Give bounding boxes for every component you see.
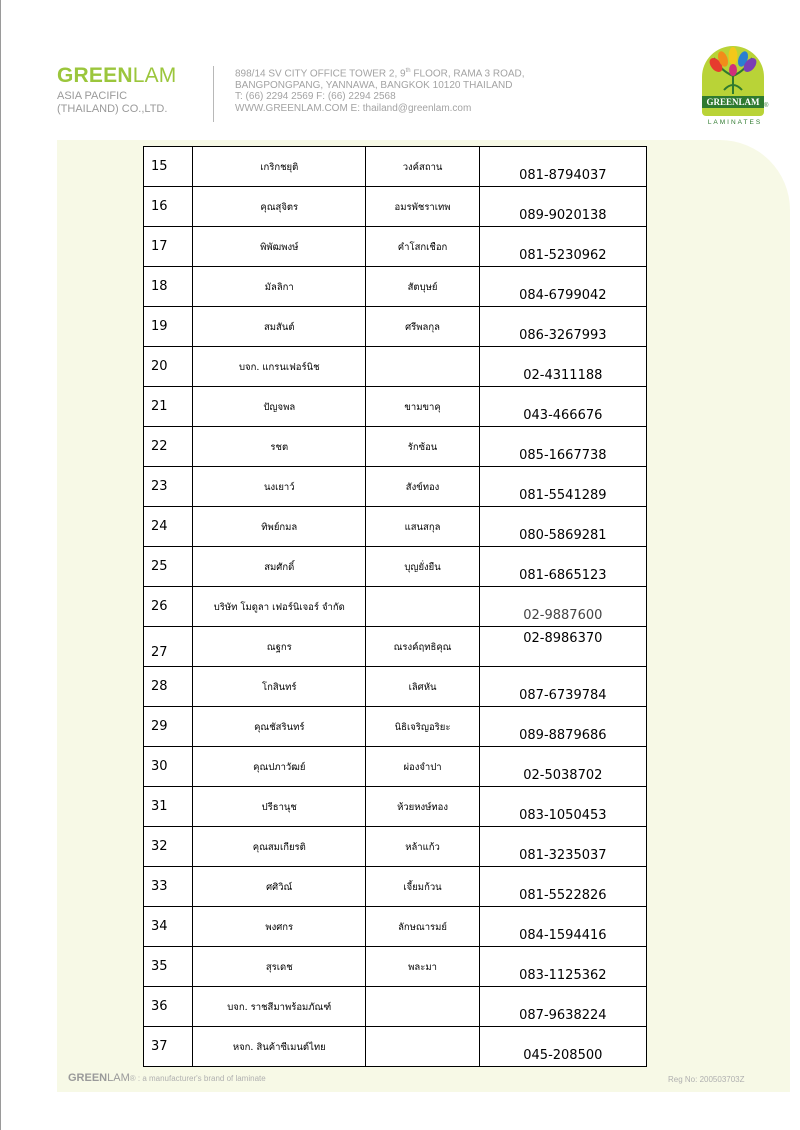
logo-registered-mark: ® xyxy=(764,103,769,109)
first-name-cell-text: ปรีธานุช xyxy=(261,802,297,813)
first-name-cell xyxy=(193,907,366,947)
first-name-cell xyxy=(193,547,366,587)
last-name-cell-text: ลักษณารมย์ xyxy=(398,922,447,933)
company-subtitle-line2: (THAILAND) CO.,LTD. xyxy=(57,103,168,115)
contact-table xyxy=(143,146,647,1067)
phone-cell xyxy=(479,547,646,587)
phone-cell xyxy=(479,587,646,627)
row-number-text: 15 xyxy=(151,159,168,174)
phone-cell-text: 083-1125362 xyxy=(519,968,607,983)
last-name-cell-text: สังข์ทอง xyxy=(405,482,440,493)
first-name-cell xyxy=(193,507,366,547)
first-name-cell-text: บจก. แกรนเฟอร์นิช xyxy=(238,362,320,373)
table-row xyxy=(144,867,647,907)
row-number-text: 17 xyxy=(151,239,168,254)
row-number-text: 22 xyxy=(151,439,168,454)
last-name-cell xyxy=(366,187,479,227)
last-name-cell-text: ศรีพลกุล xyxy=(405,322,440,333)
row-number xyxy=(144,267,193,307)
first-name-cell xyxy=(193,427,366,467)
phone-cell-text: 081-6865123 xyxy=(519,568,607,583)
first-name-cell xyxy=(193,587,366,627)
footer-brand-light: LAM xyxy=(107,1072,130,1084)
table-row xyxy=(144,587,647,627)
last-name-cell xyxy=(366,947,479,987)
last-name-cell xyxy=(366,547,479,587)
first-name-cell-text: บริษัท โมดูลา เฟอร์นิเจอร์ จำกัด xyxy=(213,602,345,613)
last-name-cell xyxy=(366,1027,479,1067)
phone-cell xyxy=(479,507,646,547)
first-name-cell xyxy=(193,187,366,227)
last-name-cell xyxy=(366,387,479,427)
phone-cell xyxy=(479,907,646,947)
first-name-cell-text: ศศิวิณ์ xyxy=(266,882,293,893)
brand-name xyxy=(57,64,176,88)
first-name-cell-text: มัลลิกา xyxy=(264,282,294,293)
first-name-cell-text: คุณสมเกียรติ xyxy=(252,842,306,853)
phone-cell xyxy=(479,267,646,307)
last-name-cell-text: ห้วยหงษ์ทอง xyxy=(397,802,449,813)
first-name-cell-text: นงเยาว์ xyxy=(263,482,295,493)
table-row xyxy=(144,547,647,587)
phone-cell-text: 02-4311188 xyxy=(523,368,603,383)
row-number xyxy=(144,387,193,427)
row-number-text: 16 xyxy=(151,199,168,214)
table-row xyxy=(144,987,647,1027)
logo-tagline: LAMINATES xyxy=(707,119,763,126)
first-name-cell-text: พิพัฒพงษ์ xyxy=(260,242,299,253)
row-number-text: 19 xyxy=(151,319,168,334)
last-name-cell xyxy=(366,507,479,547)
first-name-cell xyxy=(193,347,366,387)
phone-cell-text: 089-8879686 xyxy=(519,728,607,743)
table-row xyxy=(144,187,647,227)
address-line4: WWW.GREENLAM.COM E: thailand@greenlam.com xyxy=(235,102,472,114)
phone-cell xyxy=(479,787,646,827)
table-row xyxy=(144,747,647,787)
table-row xyxy=(144,507,647,547)
row-number xyxy=(144,227,193,267)
last-name-cell-text: ขามขาคุ xyxy=(404,402,441,413)
first-name-cell xyxy=(193,267,366,307)
row-number xyxy=(144,747,193,787)
table-row xyxy=(144,147,647,187)
logo-flower-icon xyxy=(702,46,764,98)
first-name-cell-text: สุรเดช xyxy=(265,962,293,973)
first-name-cell-text: ทิพย์กมล xyxy=(261,522,298,533)
row-number-text: 18 xyxy=(151,279,168,294)
table-row xyxy=(144,307,647,347)
row-number-text: 25 xyxy=(151,559,168,574)
last-name-cell-text: อมรพัชราเทพ xyxy=(394,202,451,213)
first-name-cell xyxy=(193,1027,366,1067)
footer-brand-bold: GREEN xyxy=(68,1072,108,1084)
phone-cell-text: 081-5522826 xyxy=(519,888,607,903)
phone-cell-text: 085-1667738 xyxy=(519,448,607,463)
company-brand xyxy=(57,64,176,116)
phone-cell xyxy=(479,1027,646,1067)
first-name-cell-text: สมสันต์ xyxy=(264,322,295,333)
phone-cell xyxy=(479,707,646,747)
brand-name-light: LAM xyxy=(132,64,177,87)
last-name-cell xyxy=(366,787,479,827)
last-name-cell-text: ณรงค์ฤทธิคุณ xyxy=(393,642,452,653)
table-row xyxy=(144,427,647,467)
phone-cell-text: 081-3235037 xyxy=(519,848,607,863)
row-number xyxy=(144,947,193,987)
row-number xyxy=(144,987,193,1027)
table-row xyxy=(144,347,647,387)
phone-cell xyxy=(479,467,646,507)
phone-cell-text: 080-5869281 xyxy=(519,528,607,543)
left-margin-rule xyxy=(0,0,1,1130)
row-number-text: 34 xyxy=(151,919,168,934)
phone-cell-text: 045-208500 xyxy=(523,1048,603,1063)
row-number-text: 36 xyxy=(151,999,168,1014)
phone-cell xyxy=(479,667,646,707)
row-number-text: 29 xyxy=(151,719,168,734)
table-row xyxy=(144,467,647,507)
row-number-text: 32 xyxy=(151,839,168,854)
row-number-text: 33 xyxy=(151,879,168,894)
registration-number: Reg No: 200503703Z xyxy=(668,1075,745,1084)
first-name-cell-text: บจก. ราชสีมาพร้อมภัณฑ์ xyxy=(227,1002,332,1013)
phone-cell xyxy=(479,747,646,787)
company-subtitle-line1: ASIA PACIFIC xyxy=(57,90,128,102)
row-number-text: 30 xyxy=(151,759,168,774)
phone-cell xyxy=(479,187,646,227)
table-row xyxy=(144,827,647,867)
phone-cell-text: 084-1594416 xyxy=(519,928,607,943)
last-name-cell xyxy=(366,347,479,387)
footer-brand xyxy=(68,1072,266,1084)
row-number xyxy=(144,707,193,747)
row-number xyxy=(144,307,193,347)
phone-cell-text: 086-3267993 xyxy=(519,328,607,343)
row-number-text: 21 xyxy=(151,399,168,414)
last-name-cell xyxy=(366,307,479,347)
phone-cell xyxy=(479,827,646,867)
first-name-cell-text: คุณชัสรินทร์ xyxy=(254,722,305,733)
phone-cell-text: 084-6799042 xyxy=(519,288,607,303)
row-number xyxy=(144,667,193,707)
phone-cell-text: 02-5038702 xyxy=(523,768,603,783)
last-name-cell xyxy=(366,987,479,1027)
row-number xyxy=(144,547,193,587)
first-name-cell xyxy=(193,227,366,267)
phone-cell xyxy=(479,387,646,427)
last-name-cell xyxy=(366,147,479,187)
first-name-cell xyxy=(193,947,366,987)
first-name-cell xyxy=(193,987,366,1027)
footer-registered-mark: ® xyxy=(129,1074,136,1083)
first-name-cell xyxy=(193,307,366,347)
row-number-text: 35 xyxy=(151,959,168,974)
row-number xyxy=(144,787,193,827)
row-number xyxy=(144,587,193,627)
table-row xyxy=(144,627,647,667)
table-row xyxy=(144,907,647,947)
table-row xyxy=(144,787,647,827)
last-name-cell-text: หล้าแก้ว xyxy=(405,842,440,853)
row-number xyxy=(144,907,193,947)
first-name-cell-text: หจก. สินค้าซีเมนต์ไทย xyxy=(232,1042,326,1053)
phone-cell xyxy=(479,627,646,667)
table-row xyxy=(144,227,647,267)
first-name-cell xyxy=(193,747,366,787)
row-number-text: 31 xyxy=(151,799,168,814)
phone-cell xyxy=(479,987,646,1027)
address-line1-pre: 898/14 SV CITY OFFICE TOWER 2, 9 xyxy=(235,68,406,80)
table-row xyxy=(144,667,647,707)
row-number xyxy=(144,1027,193,1067)
phone-cell xyxy=(479,427,646,467)
last-name-cell xyxy=(366,667,479,707)
address-line1-sup: th xyxy=(405,68,411,74)
phone-cell xyxy=(479,947,646,987)
first-name-cell xyxy=(193,147,366,187)
first-name-cell xyxy=(193,627,366,667)
first-name-cell-text: เกริกชยุติ xyxy=(260,162,299,173)
table-row xyxy=(144,387,647,427)
phone-cell-text: 083-1050453 xyxy=(519,808,607,823)
address-line2: BANGPONGPANG, YANNAWA, BANGKOK 10120 THAILAND xyxy=(235,79,513,91)
row-number-text: 23 xyxy=(151,479,168,494)
last-name-cell-text: เจี้ยมก้วน xyxy=(403,882,442,893)
last-name-cell xyxy=(366,227,479,267)
first-name-cell xyxy=(193,667,366,707)
first-name-cell-text: รชต xyxy=(270,442,289,453)
phone-cell-text: 081-8794037 xyxy=(519,168,607,183)
address-line1 xyxy=(235,66,525,80)
brand-name-bold: GREEN xyxy=(57,64,133,87)
last-name-cell xyxy=(366,467,479,507)
phone-cell-text: 081-5230962 xyxy=(519,248,607,263)
phone-cell xyxy=(479,347,646,387)
company-address xyxy=(235,66,525,114)
phone-cell-text: 081-5541289 xyxy=(519,488,607,503)
first-name-cell-text: ณฐกร xyxy=(266,642,292,653)
phone-cell xyxy=(479,867,646,907)
first-name-cell-text: คุณสุจิตร xyxy=(260,202,299,213)
row-number-text: 26 xyxy=(151,599,168,614)
last-name-cell-text: วงค์สถาน xyxy=(402,162,443,173)
first-name-cell xyxy=(193,787,366,827)
last-name-cell-text: บุญยั่งยืน xyxy=(404,562,441,573)
address-line1-post: FLOOR, RAMA 3 ROAD, xyxy=(410,68,525,80)
first-name-cell xyxy=(193,707,366,747)
last-name-cell xyxy=(366,627,479,667)
last-name-cell xyxy=(366,907,479,947)
row-number xyxy=(144,467,193,507)
last-name-cell-text: คำโสกเชือก xyxy=(397,242,448,253)
row-number xyxy=(144,187,193,227)
last-name-cell-text: ผ่องจำปา xyxy=(403,762,442,773)
phone-cell-text: 087-6739784 xyxy=(519,688,607,703)
row-number-text: 28 xyxy=(151,679,168,694)
first-name-cell xyxy=(193,387,366,427)
greenlam-logo xyxy=(702,46,768,128)
table-row xyxy=(144,707,647,747)
last-name-cell xyxy=(366,747,479,787)
first-name-cell xyxy=(193,827,366,867)
row-number xyxy=(144,427,193,467)
last-name-cell xyxy=(366,427,479,467)
phone-cell-text: 02-8986370 xyxy=(523,631,603,646)
phone-cell-text: 087-9638224 xyxy=(519,1008,607,1023)
row-number xyxy=(144,147,193,187)
header-divider xyxy=(213,66,214,122)
row-number-text: 27 xyxy=(151,645,168,660)
row-number-text: 20 xyxy=(151,359,168,374)
address-line3: T: (66) 2294 2569 F: (66) 2294 2568 xyxy=(235,91,396,103)
last-name-cell-text: พละมา xyxy=(408,962,437,973)
logo-wordmark: GREENLAM xyxy=(702,96,764,108)
table-row xyxy=(144,1027,647,1067)
footer-tagline: : a manufacturer's brand of laminate xyxy=(135,1074,266,1083)
last-name-cell-text: เลิศหัน xyxy=(408,682,437,693)
row-number xyxy=(144,347,193,387)
first-name-cell-text: พงศกร xyxy=(265,922,294,933)
phone-cell xyxy=(479,227,646,267)
first-name-cell-text: คุณปภาวัฒย์ xyxy=(253,762,306,773)
table-row xyxy=(144,267,647,307)
table-row xyxy=(144,947,647,987)
phone-cell-text: 02-9887600 xyxy=(523,608,603,623)
last-name-cell xyxy=(366,867,479,907)
first-name-cell xyxy=(193,867,366,907)
phone-cell-text: 043-466676 xyxy=(523,408,603,423)
last-name-cell-text: สัตบุษย์ xyxy=(407,282,438,293)
row-number-text: 24 xyxy=(151,519,168,534)
last-name-cell xyxy=(366,707,479,747)
phone-cell xyxy=(479,307,646,347)
last-name-cell-text: นิธิเจริญอริยะ xyxy=(394,722,451,733)
last-name-cell xyxy=(366,827,479,867)
phone-cell-text: 089-9020138 xyxy=(519,208,607,223)
first-name-cell-text: โกสินทร์ xyxy=(262,682,297,693)
last-name-cell-text: แสนสกุล xyxy=(404,522,441,533)
row-number xyxy=(144,827,193,867)
first-name-cell-text: ปัญจพล xyxy=(263,402,296,413)
first-name-cell-text: สมศักดิ์ xyxy=(264,562,295,573)
row-number xyxy=(144,507,193,547)
row-number-text: 37 xyxy=(151,1039,168,1054)
last-name-cell xyxy=(366,587,479,627)
row-number xyxy=(144,867,193,907)
row-number xyxy=(144,627,193,667)
phone-cell xyxy=(479,147,646,187)
first-name-cell xyxy=(193,467,366,507)
last-name-cell-text: รักซ้อน xyxy=(407,442,438,453)
last-name-cell xyxy=(366,267,479,307)
